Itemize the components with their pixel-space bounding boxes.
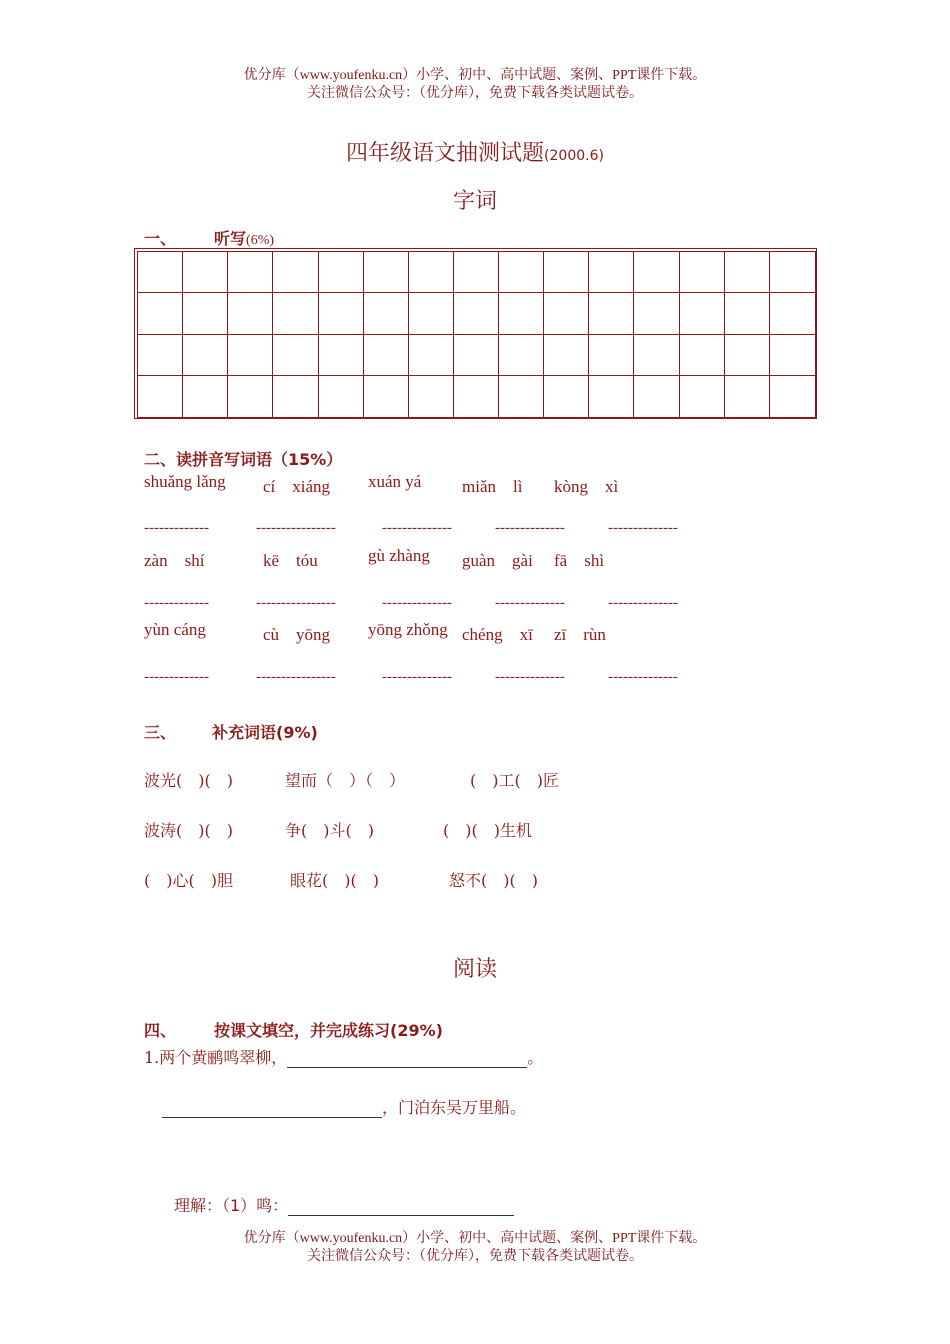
grid-cell[interactable]	[589, 376, 634, 417]
grid-cell[interactable]	[319, 335, 364, 376]
grid-cell[interactable]	[183, 252, 228, 293]
grid-cell[interactable]	[273, 376, 318, 417]
grid-cell[interactable]	[409, 252, 454, 293]
question-4-label: 按课文填空，并完成练习(29%)	[214, 1021, 443, 1040]
grid-cell[interactable]	[454, 293, 499, 334]
grid-cell[interactable]	[634, 252, 679, 293]
understand-label: 理解：（1）鸣：	[174, 1196, 289, 1215]
footer-line-1: 优分库（www.youfenku.cn）小学、初中、高中试题、案例、PPT课件下载。	[243, 1231, 707, 1246]
poem-line-1-end: 。	[527, 1048, 544, 1067]
grid-cell[interactable]	[499, 335, 544, 376]
grid-cell[interactable]	[273, 293, 318, 334]
grid-cell[interactable]	[183, 335, 228, 376]
grid-cell[interactable]	[138, 252, 183, 293]
grid-cell[interactable]	[634, 335, 679, 376]
grid-cell[interactable]	[589, 293, 634, 334]
header-line-1: 优分库（www.youfenku.cn）小学、初中、高中试题、案例、PPT课件下载。	[243, 68, 707, 83]
answer-dash-line[interactable]: --------------	[608, 520, 678, 536]
grid-cell[interactable]	[544, 335, 589, 376]
grid-cell[interactable]	[183, 376, 228, 417]
question-3-label: 补充词语(9%)	[212, 723, 318, 742]
idiom-item[interactable]: 怒不( )( )	[449, 871, 538, 890]
section-title-words: 字词	[452, 189, 497, 214]
grid-cell[interactable]	[454, 376, 499, 417]
answer-dash-line[interactable]: --------------	[495, 595, 565, 611]
footer-line-2: 关注微信公众号：（优分库），免费下载各类试题试卷。	[307, 1249, 643, 1264]
grid-cell[interactable]	[499, 252, 544, 293]
grid-cell[interactable]	[138, 335, 183, 376]
question-4-number: 四、	[144, 1021, 177, 1040]
pinyin-item: cí xiáng	[263, 477, 331, 496]
grid-cell[interactable]	[138, 376, 183, 417]
poem-line-2	[162, 1095, 526, 1118]
idiom-item[interactable]: 波涛( )( )	[144, 821, 233, 840]
grid-cell[interactable]	[138, 293, 183, 334]
answer-dash-line[interactable]: -------------	[144, 669, 209, 685]
grid-cell[interactable]	[454, 252, 499, 293]
understand-line	[174, 1193, 514, 1216]
question-3-number: 三、	[144, 723, 177, 742]
pinyin-item: kē tóu	[263, 551, 318, 570]
grid-cell[interactable]	[770, 376, 815, 417]
grid-cell[interactable]	[499, 376, 544, 417]
grid-cell[interactable]	[725, 252, 770, 293]
answer-dash-line[interactable]: ----------------	[256, 669, 336, 685]
grid-cell[interactable]	[725, 335, 770, 376]
answer-dash-line[interactable]: --------------	[382, 669, 452, 685]
grid-cell[interactable]	[499, 293, 544, 334]
grid-cell[interactable]	[544, 293, 589, 334]
grid-cell[interactable]	[589, 335, 634, 376]
pinyin-item: zàn shí	[144, 551, 205, 570]
pinyin-item: cù yōng	[263, 625, 331, 644]
answer-dash-line[interactable]: --------------	[382, 520, 452, 536]
answer-dash-line[interactable]: --------------	[382, 595, 452, 611]
dictation-grid	[134, 248, 817, 419]
answer-dash-line[interactable]: --------------	[495, 520, 565, 536]
grid-cell[interactable]	[183, 293, 228, 334]
grid-cell[interactable]	[770, 335, 815, 376]
grid-cell[interactable]	[319, 293, 364, 334]
grid-cell[interactable]	[228, 252, 273, 293]
pinyin-item: shuǎng lǎng	[144, 472, 226, 491]
grid-cell[interactable]	[228, 376, 273, 417]
idiom-item[interactable]: ( )( )生机	[443, 821, 532, 840]
poem-blank-2[interactable]	[162, 1101, 382, 1118]
pinyin-item: yùn cáng	[144, 620, 206, 639]
title-main: 四年级语文抽测试题	[346, 141, 545, 166]
grid-cell[interactable]	[680, 376, 725, 417]
pinyin-item: guàn gài	[462, 551, 533, 570]
grid-cell[interactable]	[364, 335, 409, 376]
grid-cell[interactable]	[770, 293, 815, 334]
poem-line-1	[144, 1045, 543, 1068]
pinyin-item: zī rùn	[554, 625, 606, 644]
section-title-reading: 阅读	[452, 957, 497, 982]
pinyin-item: xuán yá	[368, 472, 422, 491]
grid-cell[interactable]	[634, 293, 679, 334]
pinyin-item: chéng xī	[462, 625, 533, 644]
grid-cell[interactable]	[228, 335, 273, 376]
question-1-score: (6%)	[246, 233, 275, 248]
grid-cell[interactable]	[725, 293, 770, 334]
dictation-grid-inner	[137, 251, 816, 418]
grid-cell[interactable]	[409, 335, 454, 376]
answer-dash-line[interactable]: -------------	[144, 595, 209, 611]
pinyin-item: fā shì	[554, 551, 605, 570]
grid-cell[interactable]	[228, 293, 273, 334]
grid-cell[interactable]	[544, 252, 589, 293]
idiom-item[interactable]: 争( )斗( )	[285, 821, 374, 840]
grid-cell[interactable]	[680, 252, 725, 293]
grid-cell[interactable]	[319, 252, 364, 293]
grid-cell[interactable]	[364, 293, 409, 334]
grid-cell[interactable]	[770, 252, 815, 293]
question-1-heading	[144, 226, 274, 249]
answer-dash-line[interactable]: --------------	[495, 669, 565, 685]
question-1-number: 一、	[144, 229, 177, 248]
grid-cell[interactable]	[634, 376, 679, 417]
idiom-item[interactable]: 眼花( )( )	[290, 871, 379, 890]
grid-cell[interactable]	[544, 376, 589, 417]
grid-cell[interactable]	[589, 252, 634, 293]
grid-cell[interactable]	[409, 376, 454, 417]
grid-cell[interactable]	[680, 293, 725, 334]
grid-cell[interactable]	[454, 335, 499, 376]
poem-line-2-text: ，门泊东吴万里船。	[382, 1098, 527, 1117]
question-1-label: 听写	[214, 229, 247, 248]
answer-dash-line[interactable]: --------------	[608, 669, 678, 685]
answer-dash-line[interactable]: --------------	[608, 595, 678, 611]
grid-cell[interactable]	[319, 376, 364, 417]
header-line-2: 关注微信公众号：（优分库），免费下载各类试题试卷。	[307, 86, 643, 101]
pinyin-item: gù zhàng	[368, 546, 430, 565]
grid-cell[interactable]	[364, 376, 409, 417]
idiom-item[interactable]: ( )工( )匠	[470, 771, 559, 790]
answer-dash-line[interactable]: -------------	[144, 520, 209, 536]
poem-line-1-text: 1.两个黄鹂鸣翠柳，	[144, 1048, 288, 1067]
poem-blank-1[interactable]	[287, 1051, 527, 1068]
grid-cell[interactable]	[273, 335, 318, 376]
title-date: (2000.6)	[544, 148, 604, 164]
understand-blank[interactable]	[288, 1199, 514, 1216]
idiom-item[interactable]: 望而（ ）（ ）	[285, 771, 406, 790]
question-4-heading	[144, 1018, 443, 1041]
answer-dash-line[interactable]: ----------------	[256, 595, 336, 611]
pinyin-item: kòng xì	[554, 477, 619, 496]
grid-cell[interactable]	[364, 252, 409, 293]
grid-cell[interactable]	[273, 252, 318, 293]
question-2-heading: 二、读拼音写词语（15%）	[144, 450, 343, 469]
answer-dash-line[interactable]: ----------------	[256, 520, 336, 536]
pinyin-item: miǎn lì	[462, 477, 523, 496]
question-3-heading	[144, 720, 318, 743]
page-title	[0, 136, 950, 167]
grid-cell[interactable]	[680, 335, 725, 376]
grid-cell[interactable]	[725, 376, 770, 417]
grid-cell[interactable]	[409, 293, 454, 334]
pinyin-item: yōng zhǒng	[368, 620, 448, 639]
idiom-item[interactable]: 波光( )( )	[144, 771, 233, 790]
idiom-item[interactable]: ( )心( )胆	[144, 871, 233, 890]
